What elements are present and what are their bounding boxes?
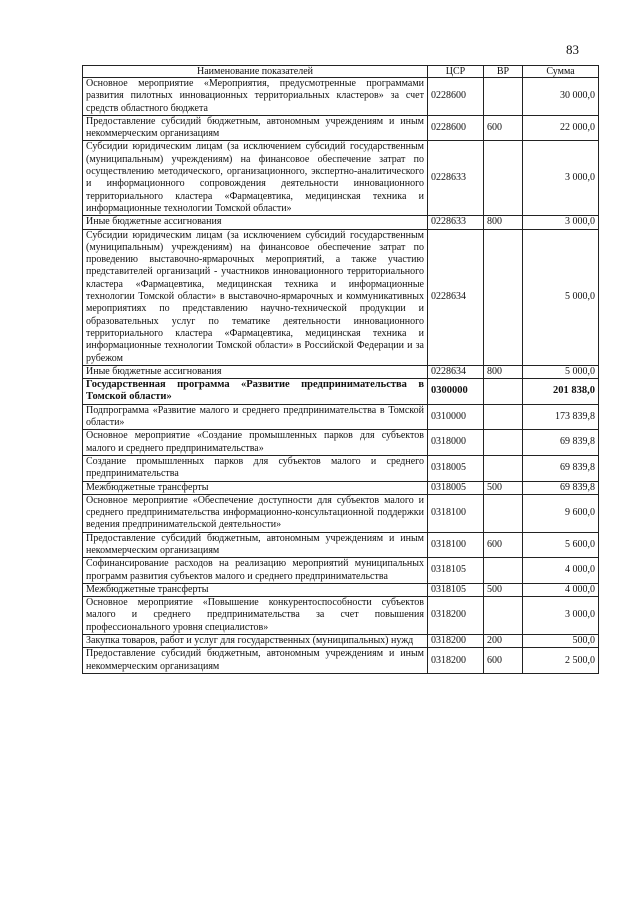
cell-sum: 3 000,0: [523, 141, 599, 216]
cell-vr: [484, 141, 523, 216]
cell-vr: [484, 455, 523, 481]
cell-sum: 69 839,8: [523, 430, 599, 456]
header-sum: Сумма: [523, 66, 599, 78]
cell-name: Предоставление субсидий бюджетным, автономным учреждениям и иным некоммерческим организациям: [83, 115, 428, 141]
cell-sum: 173 839,8: [523, 404, 599, 430]
cell-name: Субсидии юридическим лицам (за исключением субсидий государственным (муниципальным) учреждениям) на финансовое обеспечение затрат по проведению выставочно-ярмарочных мероприятий, а также участию представителей организаций - участников инновационного территориального кластера «Фармацевтика, медицинская техника и информационные технологии Томской области» в выставочно-ярмарочных и коммуникативных мероприятиях по представлению научно-технической продукции и образовательных услуг по тематике деятельности инновационного территориального кластера «Фармацевтика, медицинская техника и информационные технологии Томской области» в Российской Федерации и за рубежом: [83, 229, 428, 365]
cell-csr: 0318000: [428, 430, 484, 456]
table-row: [83, 455, 599, 481]
cell-vr: [484, 229, 523, 365]
cell-vr: [484, 558, 523, 584]
cell-csr: 0228634: [428, 365, 484, 378]
cell-csr: 0318105: [428, 583, 484, 596]
cell-name: Закупка товаров, работ и услуг для государственных (муниципальных) нужд: [83, 635, 428, 648]
table-row: [83, 494, 599, 532]
cell-name: Предоставление субсидий бюджетным, автономным учреждениям и иным некоммерческим организациям: [83, 648, 428, 674]
cell-name: Подпрограмма «Развитие малого и среднего предпринимательства в Томской области»: [83, 404, 428, 430]
table-row: [83, 404, 599, 430]
table-row: [83, 597, 599, 635]
cell-vr: 500: [484, 583, 523, 596]
cell-vr: 200: [484, 635, 523, 648]
cell-csr: 0318005: [428, 481, 484, 494]
cell-sum: 4 000,0: [523, 558, 599, 584]
cell-csr: 0318200: [428, 635, 484, 648]
cell-name: Государственная программа «Развитие предпринимательства в Томской области»: [83, 379, 428, 405]
cell-csr: 0228600: [428, 78, 484, 116]
cell-sum: 3 000,0: [523, 216, 599, 229]
cell-name: Межбюджетные трансферты: [83, 583, 428, 596]
cell-name: Основное мероприятие «Создание промышленных парков для субъектов малого и среднего предпринимательства»: [83, 430, 428, 456]
cell-csr: 0318200: [428, 648, 484, 674]
table-row: [83, 379, 599, 405]
table-row: [83, 78, 599, 116]
header-vr: ВР: [484, 66, 523, 78]
cell-sum: 3 000,0: [523, 597, 599, 635]
cell-vr: [484, 379, 523, 405]
cell-name: Иные бюджетные ассигнования: [83, 365, 428, 378]
cell-csr: 0310000: [428, 404, 484, 430]
cell-csr: 0318200: [428, 597, 484, 635]
cell-sum: 22 000,0: [523, 115, 599, 141]
budget-table: [82, 65, 599, 674]
cell-name: Предоставление субсидий бюджетным, автономным учреждениям и иным некоммерческим организациям: [83, 532, 428, 558]
cell-sum: 201 838,0: [523, 379, 599, 405]
table-row: [83, 365, 599, 378]
cell-sum: 30 000,0: [523, 78, 599, 116]
cell-vr: [484, 78, 523, 116]
cell-csr: 0318005: [428, 455, 484, 481]
cell-sum: 69 839,8: [523, 455, 599, 481]
page-number: 83: [566, 42, 579, 57]
table-body: [83, 78, 599, 674]
table-row: [83, 635, 599, 648]
cell-csr: 0228633: [428, 216, 484, 229]
cell-csr: 0318100: [428, 532, 484, 558]
cell-name: Создание промышленных парков для субъектов малого и среднего предпринимательства: [83, 455, 428, 481]
cell-csr: 0228633: [428, 141, 484, 216]
table-header-row: [83, 66, 599, 78]
cell-sum: 5 600,0: [523, 532, 599, 558]
cell-name: Межбюджетные трансферты: [83, 481, 428, 494]
cell-vr: [484, 597, 523, 635]
cell-vr: 800: [484, 365, 523, 378]
cell-sum: 500,0: [523, 635, 599, 648]
cell-vr: 500: [484, 481, 523, 494]
table-row: [83, 558, 599, 584]
cell-csr: 0318105: [428, 558, 484, 584]
cell-sum: 2 500,0: [523, 648, 599, 674]
table-row: [83, 583, 599, 596]
table-row: [83, 532, 599, 558]
table-row: [83, 141, 599, 216]
cell-csr: 0228634: [428, 229, 484, 365]
cell-name: Основное мероприятие «Мероприятия, предусмотренные программами развития пилотных инновационных территориальных кластеров» за счет средств областного бюджета: [83, 78, 428, 116]
cell-vr: 600: [484, 648, 523, 674]
cell-vr: 600: [484, 115, 523, 141]
header-csr: ЦСР: [428, 66, 484, 78]
cell-sum: 4 000,0: [523, 583, 599, 596]
cell-csr: 0300000: [428, 379, 484, 405]
cell-name: Основное мероприятие «Повышение конкурентоспособности субъектов малого и среднего предпринимательства за счет повышения профессионального уровня специалистов»: [83, 597, 428, 635]
table-row: [83, 481, 599, 494]
cell-name: Софинансирование расходов на реализацию мероприятий муниципальных программ развития субъектов малого и среднего предпринимательства: [83, 558, 428, 584]
cell-sum: 5 000,0: [523, 365, 599, 378]
cell-vr: [484, 494, 523, 532]
cell-csr: 0228600: [428, 115, 484, 141]
table-row: [83, 216, 599, 229]
header-name: Наименование показателей: [83, 66, 428, 78]
cell-vr: [484, 430, 523, 456]
table-row: [83, 229, 599, 365]
cell-name: Основное мероприятие «Обеспечение доступности для субъектов малого и среднего предпринимательства информационно-консультационной поддержки ведения предпринимательской деятельности»: [83, 494, 428, 532]
cell-name: Иные бюджетные ассигнования: [83, 216, 428, 229]
cell-sum: 69 839,8: [523, 481, 599, 494]
cell-sum: 5 000,0: [523, 229, 599, 365]
cell-vr: [484, 404, 523, 430]
cell-vr: 800: [484, 216, 523, 229]
table-row: [83, 648, 599, 674]
table-row: [83, 115, 599, 141]
cell-name: Субсидии юридическим лицам (за исключением субсидий государственным (муниципальным) учреждениям) на финансовое обеспечение затрат по осуществлению методического, организационного, экспертно-аналитического и информационного сопровождения деятельности инновационного территориального кластера «Фармацевтика, медицинская техника и информационные технологии Томской области»: [83, 141, 428, 216]
table-row: [83, 430, 599, 456]
cell-csr: 0318100: [428, 494, 484, 532]
cell-vr: 600: [484, 532, 523, 558]
cell-sum: 9 600,0: [523, 494, 599, 532]
